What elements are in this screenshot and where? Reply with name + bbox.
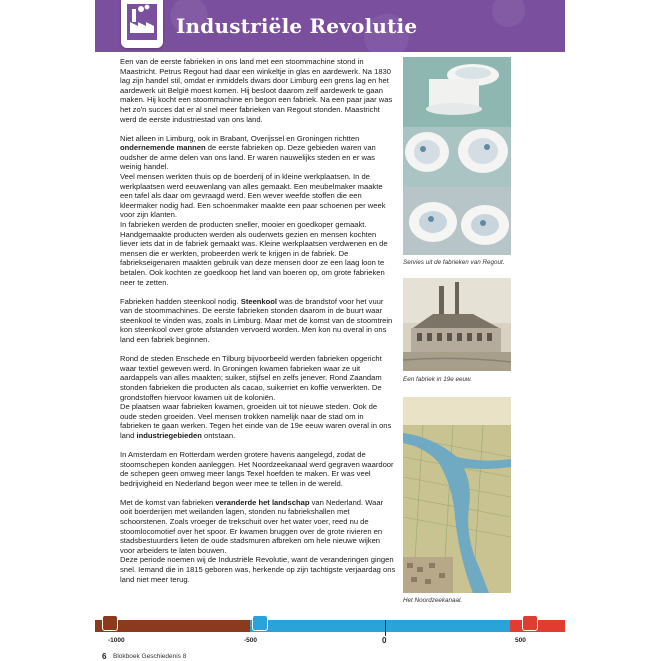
photo-regout-porcelain [403, 57, 511, 255]
timeline-label: -1000 [108, 637, 125, 644]
book-title: Blokboek Geschiedenis 8 [113, 653, 187, 660]
caption: Servies uit de fabrieken van Regout. [403, 259, 505, 266]
caption: Het Noordzeekanaal. [403, 597, 463, 604]
temple-icon [252, 615, 268, 631]
paragraph: In Amsterdam en Rotterdam werden grotere havens aangelegd, zodat de stoomschepen konden aanleggen. Het Noordzeekanaal werd gegraven waardoor de schepen geen omweg meer langs Texel hoefden te maken. Er was veel bedrijvigheid en Nederland begon weer mee te tellen in de wereld. [120, 449, 394, 488]
keyword: veranderde het landschap [215, 497, 310, 507]
paragraph: Niet alleen in Limburg, ook in Brabant, Overijssel en Groningen richtten ondernemende mannen de eerste fabrieken op. Deze gebieden waren van oudsher de arme delen van ons land. Er waren nauwelijks steden en er was weinig handel. Veel mensen werkten thuis op de boerderij of in kleine werkplaatsen. In de werkplaatsen werd eeuwenlang van alles gemaakt. Een meubelmaker maakte een tafel als daar om gevraagd werd. Een wever weefde stoffen die een kleermaker nodig had. Een schoenmaker maakte een paar schoenen per week voor zijn klanten. In fabrieken werden de producten sneller, mooier en goedkoper gemaakt. Handgemaakte producten werden als ouderwets gezien en mensen kochten liever iets dat in de fabriek gemaakt was. Kleine werkplaatsen verdwenen en de mensen die er werkten, probeerden werk te krijgen in de fabriek. De fabriekseigenaren maakten gebruik van deze mensen door ze een laag loon te betalen. Ook kochten ze goedkoop het land van boeren op, om grote fabrieken neer te zetten. [120, 133, 388, 287]
timeline-tick [385, 620, 386, 636]
chapter-badge [121, 0, 163, 48]
paragraph: Fabrieken hadden steenkool nodig. Steenkool was de brandstof voor het vuur van de stoommachines. De eerste fabrieken stonden daarom in de buurt waar steenkool te vinden was, zoals in Limburg. Maar met de komst van de stoomtrein kon steenkool over grote afstanden vervoerd worden. Men kon nu overal in ons land een fabriek beginnen. [120, 296, 393, 345]
photo-noordzeekanaal-map [403, 397, 511, 593]
page-number: 6 [102, 652, 107, 661]
keyword: Steenkool [240, 296, 278, 306]
page-title: Industriële Revolutie [176, 14, 418, 38]
factory-icon [121, 0, 163, 48]
paragraph: Rond de steden Enschede en Tilburg bijvoorbeeld werden fabrieken opgericht waar textiel geweven werd. In Groningen kwamen fabrieken waar ze uit aardappels van alles maakten; suiker, stijfsel en zelfs jenever. Rond Zaandam stonden fabrieken die producten als cacao, suikerriet en koffie verwerkten. De grondstoffen hiervoor kwamen uit de koloniën. De plaatsen waar fabrieken kwamen, groeiden uit tot nieuwe steden. Ook de oude steden groeiden. Veel mensen trokken namelijk naar de stad om in fabrieken te gaan werken. Tegen het einde van de 19e eeuw waren overal in ons land industriegebieden ontstaan. [120, 354, 392, 440]
keyword: industriegebieden [136, 430, 202, 440]
body-text [120, 57, 396, 594]
prehistory-icon [102, 615, 118, 631]
timeline-label: 500 [515, 637, 526, 644]
paragraph: Een van de eerste fabrieken in ons land met een stoommachine stond in Maastricht. Petrus Regout had daar een winkeltje in glas en aardewerk. Na 1830 lag zijn handel stil, omdat er inmiddels dwars door Limburg een grens lag en het aardewerk uit België moest komen. Hij besloot daarom zelf aardewerk te gaan maken. Hij kocht een stoommachine en begon een fabriek. Na een paar jaar was het zo'n succes dat er al snel meer fabrieken van Regout stonden. Maastricht werd de eerste industriestad van ons land. [120, 57, 393, 124]
timeline-segment-blue [250, 620, 510, 632]
caption: Een fabriek in 19e eeuw. [403, 376, 472, 383]
paragraph: Met de komst van fabrieken veranderde het landschap van Nederland. Waar ooit boerderijen met weilanden lagen, stonden nu fabriekshallen met schoorstenen. Zoals vroeger de trekschuit over het water voer, reed nu de stoomlocomotief over het spoor. Er kwamen bruggen over de grote rivieren en stadsbestuurders lieten de oude stadsmuren afbreken om hele nieuwe wijken voor arbeiders te laten bouwen. Deze periode noemen wij de Industriële Revolutie, want de veranderingen gingen snel. Iemand die in 1815 geboren was, herkende op zijn tachtigste verjaardag ons land niet meer terug. [120, 497, 396, 584]
photo-19th-century-factory [403, 278, 511, 371]
keyword: ondernemende mannen [120, 143, 206, 153]
timeline-label: 0 [382, 636, 387, 645]
castle-icon [522, 615, 538, 631]
timeline-segment-brown [95, 620, 250, 632]
timeline-label: -500 [244, 637, 258, 644]
